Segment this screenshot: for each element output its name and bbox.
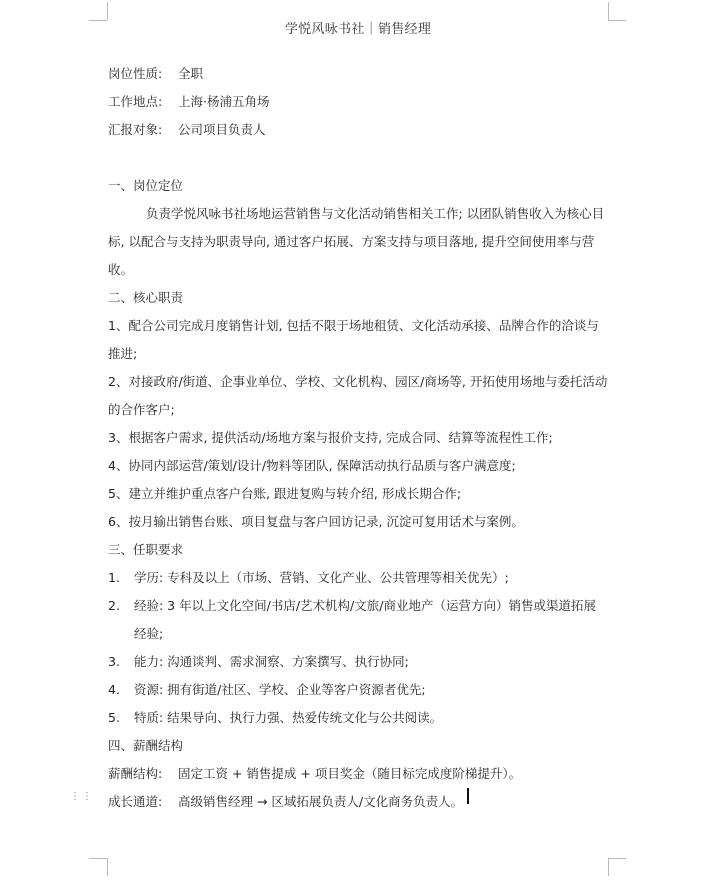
requirement-number: 4. [108, 682, 120, 697]
info-row-location [108, 88, 608, 116]
blank-line [108, 144, 608, 172]
requirement-number: 5. [108, 710, 120, 725]
duty-item: 5、建立并维护重点客户台账, 跟进复购与转介绍, 形成长期合作; [108, 486, 462, 501]
requirement-number: 3. [108, 654, 120, 669]
info-row-nature [108, 60, 608, 88]
info-label: 工作地点: [108, 94, 163, 109]
info-row-report-to [108, 116, 608, 144]
requirement-text: 特质: 结果导向、执行力强、热爱传统文化与公共阅读。 [134, 710, 443, 725]
requirement-text: 经验: 3 年以上文化空间/书店/艺术机构/文旅/商业地产（运营方向）销售或渠道拓展经验; [134, 598, 596, 641]
requirement-text: 资源: 拥有街道/社区、学校、企业等客户资源者优先; [134, 682, 426, 697]
section-heading-compensation: 四、薪酬结构 [108, 738, 184, 753]
drag-handle-icon[interactable]: ⋮⋮ [70, 791, 94, 802]
section-heading-duties: 二、核心职责 [108, 290, 184, 305]
info-label: 岗位性质: [108, 66, 163, 81]
salary-value: 固定工资 + 销售提成 + 项目奖金（随目标完成度阶梯提升）。 [178, 766, 522, 781]
document-header[interactable]: 学悦风咏书社｜销售经理 [284, 22, 432, 37]
info-label: 汇报对象: [108, 122, 163, 137]
growth-value: 高级销售经理 → 区域拓展负责人/文化商务负责人。 [178, 794, 464, 809]
requirement-item [108, 648, 608, 676]
section-heading-requirements: 三、任职要求 [108, 542, 184, 557]
duty-item: 1、配合公司完成月度销售计划, 包括不限于场地租赁、文化活动承接、品牌合作的洽谈与推进; [108, 318, 599, 361]
growth-label: 成长通道: [108, 794, 163, 809]
section-heading-positioning: 一、岗位定位 [108, 178, 184, 193]
requirement-text: 能力: 沟通谈判、需求洞察、方案撰写、执行协同; [134, 654, 409, 669]
duty-item: 4、协同内部运营/策划/设计/物料等团队, 保障活动执行品质与客户满意度; [108, 458, 516, 473]
duty-item: 3、根据客户需求, 提供活动/场地方案与报价支持, 完成合同、结算等流程性工作; [108, 430, 553, 445]
salary-label: 薪酬结构: [108, 766, 163, 781]
duty-item: 2、对接政府/街道、企事业单位、学校、文化机构、园区/商场等, 开拓使用场地与委托活动的合作客户; [108, 374, 608, 417]
positioning-paragraph: 负责学悦风咏书社场地运营销售与文化活动销售相关工作; 以团队销售收入为核心目标, 以配合与支持为职责导向, 通过客户拓展、方案支持与项目落地, 提升空间使用率与营收。 [108, 206, 605, 277]
text-cursor [467, 788, 469, 804]
requirement-item [108, 592, 608, 648]
growth-path-row[interactable] [108, 788, 608, 816]
salary-structure-row [108, 760, 608, 788]
requirement-text: 学历: 专科及以上（市场、营销、文化产业、公共管理等相关优先）; [134, 570, 509, 585]
info-value: 全职 [178, 66, 204, 81]
info-value: 公司项目负责人 [178, 122, 266, 137]
duty-item: 6、按月输出销售台账、项目复盘与客户回访记录, 沉淀可复用话术与案例。 [108, 514, 524, 529]
document-body[interactable] [108, 60, 608, 816]
requirement-item [108, 564, 608, 592]
requirement-number: 1. [108, 570, 120, 585]
info-value: 上海·杨浦五角场 [178, 94, 270, 109]
requirement-number: 2. [108, 598, 120, 613]
requirement-item [108, 676, 608, 704]
requirement-item [108, 704, 608, 732]
